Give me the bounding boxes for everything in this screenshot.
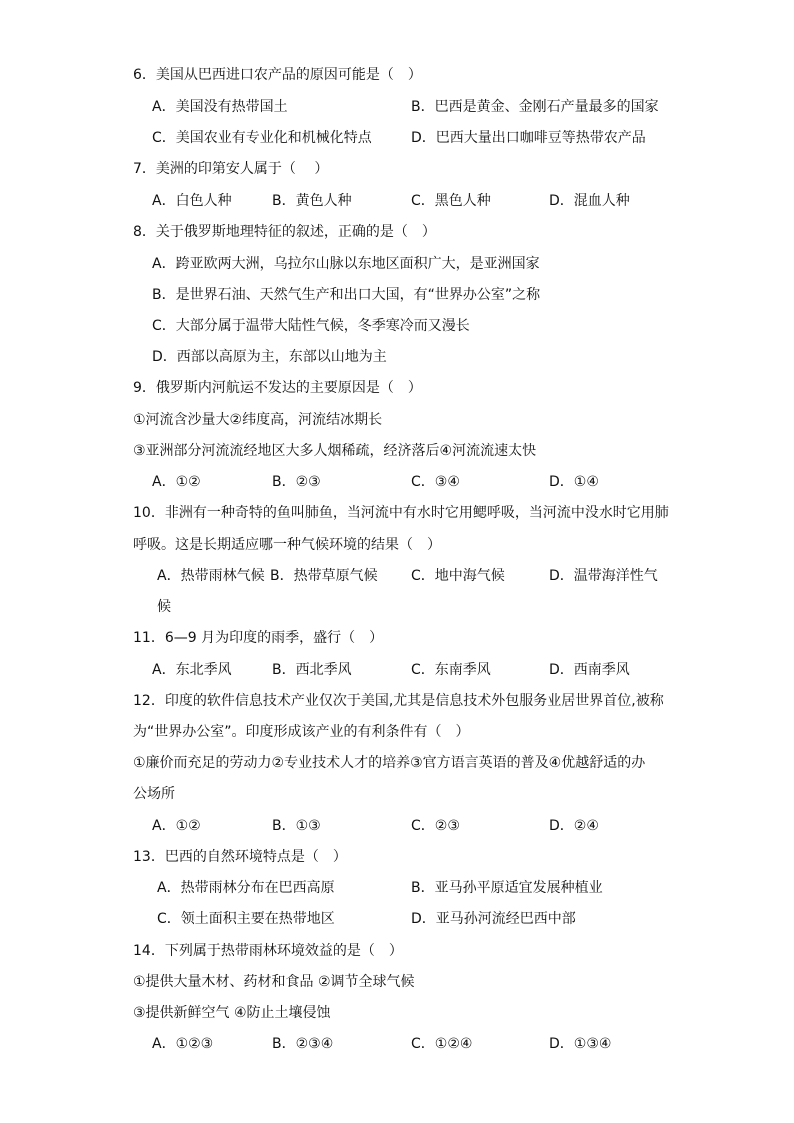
q10-option-c: C．地中海气候 bbox=[411, 568, 505, 584]
q12-stem-line1: 12．印度的软件信息技术产业仅次于美国,尤其是信息技术外包服务业居世界首位,被称 bbox=[133, 693, 664, 709]
q9-option-b: B．②③ bbox=[272, 474, 321, 490]
q7-stem: 7．美洲的印第安人属于（ ） bbox=[133, 161, 329, 177]
q9-statements-line1: ①河流含沙量大②纬度高，河流结冰期长 bbox=[133, 412, 383, 428]
q14-option-c: C．①②④ bbox=[411, 1036, 473, 1052]
q13-option-d: D．亚马孙河流经巴西中部 bbox=[411, 911, 576, 927]
q12-statements-line2: 公场所 bbox=[133, 786, 175, 802]
q6-option-c: C．美国农业有专业化和机械化特点 bbox=[152, 130, 372, 146]
q13-option-a: A．热带雨林分布在巴西高原 bbox=[157, 880, 335, 896]
q11-option-d: D．西南季风 bbox=[549, 662, 630, 678]
q8-option-d: D．西部以高原为主，东部以山地为主 bbox=[152, 349, 387, 365]
q7-option-a: A．白色人种 bbox=[152, 193, 232, 209]
q14-stem: 14．下列属于热带雨林环境效益的是（ ） bbox=[133, 943, 403, 959]
q9-option-a: A．①② bbox=[152, 474, 201, 490]
q12-option-d: D．②④ bbox=[549, 818, 599, 834]
q13-stem: 13．巴西的自然环境特点是（ ） bbox=[133, 849, 347, 865]
q14-option-d: D．①③④ bbox=[549, 1036, 612, 1052]
q11-option-c: C．东南季风 bbox=[411, 662, 491, 678]
q10-option-a: A．热带雨林气候 bbox=[157, 568, 265, 584]
q7-option-d: D．混血人种 bbox=[549, 193, 630, 209]
q14-option-a: A．①②③ bbox=[152, 1036, 214, 1052]
q6-option-d: D．巴西大量出口咖啡豆等热带农产品 bbox=[411, 130, 646, 146]
q8-option-a: A．跨亚欧两大洲，乌拉尔山脉以东地区面积广大，是亚洲国家 bbox=[152, 256, 540, 272]
q9-option-c: C．③④ bbox=[411, 474, 460, 490]
q10-option-d-wrap: 候 bbox=[157, 599, 171, 615]
q11-option-b: B．西北季风 bbox=[272, 662, 352, 678]
q9-option-d: D．①④ bbox=[549, 474, 599, 490]
q10-stem-line2: 呼吸。这是长期适应哪一种气候环境的结果（ ） bbox=[133, 537, 441, 553]
q7-option-b: B．黄色人种 bbox=[272, 193, 352, 209]
q8-option-c: C．大部分属于温带大陆性气候，冬季寒冷而又漫长 bbox=[152, 318, 470, 334]
q10-option-d: D．温带海洋性气 bbox=[549, 568, 658, 584]
q9-statements-line2: ③亚洲部分河流流经地区大多人烟稀疏，经济落后④河流流速太快 bbox=[133, 443, 537, 459]
q13-option-c: C．领土面积主要在热带地区 bbox=[157, 911, 335, 927]
q14-option-b: B．②③④ bbox=[272, 1036, 334, 1052]
q12-stem-line2: 为“世界办公室”。印度形成该产业的有利条件有（ ） bbox=[133, 724, 470, 740]
q8-option-b: B．是世界石油、天然气生产和出口大国，有“世界办公室”之称 bbox=[152, 287, 541, 303]
q11-option-a: A．东北季风 bbox=[152, 662, 232, 678]
q12-statements-line1: ①廉价而充足的劳动力②专业技术人才的培养③官方语言英语的普及④优越舒适的办 bbox=[133, 755, 646, 771]
q14-statements-line2: ③提供新鲜空气 ④防止土壤侵蚀 bbox=[133, 1005, 331, 1021]
q12-option-a: A．①② bbox=[152, 818, 201, 834]
q12-option-b: B．①③ bbox=[272, 818, 321, 834]
q10-stem-line1: 10．非洲有一种奇特的鱼叫肺鱼，当河流中有水时它用鳃呼吸，当河流中没水时它用肺 bbox=[133, 505, 669, 521]
q10-option-b: B．热带草原气候 bbox=[270, 568, 378, 584]
q12-option-c: C．②③ bbox=[411, 818, 460, 834]
q6-option-b: B．巴西是黄金、金刚石产量最多的国家 bbox=[411, 99, 659, 115]
q6-stem: 6．美国从巴西进口农产品的原因可能是（ ） bbox=[133, 67, 422, 83]
q7-option-c: C．黑色人种 bbox=[411, 193, 491, 209]
q11-stem: 11．6—9 月为印度的雨季，盛行（ ） bbox=[133, 630, 384, 646]
q13-option-b: B．亚马孙平原适宜发展种植业 bbox=[411, 880, 603, 896]
q6-option-a: A．美国没有热带国土 bbox=[152, 99, 288, 115]
q8-stem: 8．关于俄罗斯地理特征的叙述，正确的是（ ） bbox=[133, 224, 436, 240]
q14-statements-line1: ①提供大量木材、药材和食品 ②调节全球气候 bbox=[133, 974, 415, 990]
q9-stem: 9．俄罗斯内河航运不发达的主要原因是（ ） bbox=[133, 380, 422, 396]
